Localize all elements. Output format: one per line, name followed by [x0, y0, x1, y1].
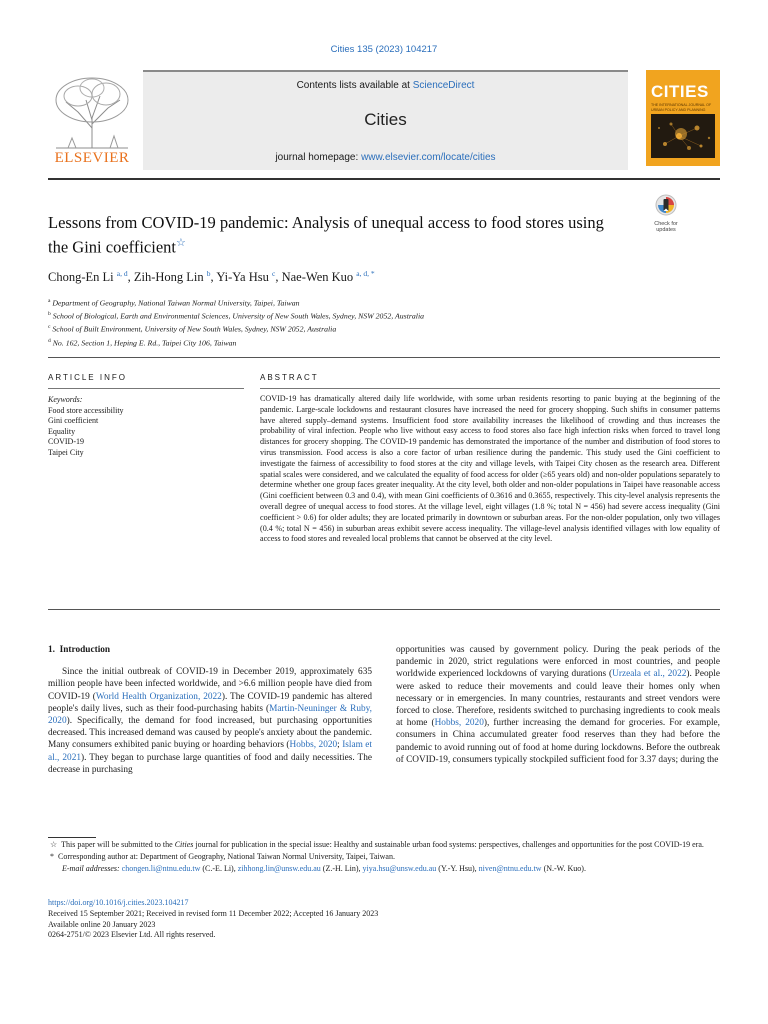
body-text: ). People were asked to reduce their movements and could leave their homes only when necessary or in emergencies. In many countries, restaurants and street vendors were forced to close. Therefore, residents switched to purchasing ingredients to cook meals at home ( — [396, 669, 720, 729]
section-divider — [48, 357, 720, 358]
journal-homepage-link[interactable]: www.elsevier.com/locate/cities — [361, 152, 496, 163]
corresponding-author-footnote — [48, 852, 720, 863]
body-text: ). They began to purchase large quantities of food and daily necessities. The decrease in purchasing — [48, 752, 372, 775]
citation-link[interactable]: Hobbs, 2020 — [289, 740, 338, 751]
header-divider — [48, 178, 720, 180]
received-dates: Received 15 September 2021; Received in revised form 11 December 2022; Accepted 16 January 2023 — [48, 908, 379, 918]
keyword-item: Equality — [48, 426, 76, 436]
footnote-text: journal for publication in the special issue: Healthy and sustainable urban food systems: perspectives, challenges and opportunities for the post COVID-19 era. — [193, 840, 704, 849]
check-for-updates-badge[interactable] — [652, 194, 680, 233]
journal-masthead — [48, 70, 720, 168]
citation-link[interactable]: World Health Organization, 2022 — [95, 691, 222, 702]
cover-subtitle: THE INTERNATIONAL JOURNAL OF URBAN POLICY AND PLANNING — [651, 103, 712, 112]
affiliation-mark: b — [48, 311, 51, 318]
footnote-mark: * — [50, 851, 54, 861]
affiliation-item — [48, 296, 708, 309]
keyword-item: COVID-19 — [48, 437, 84, 447]
affiliation-text: Department of Geography, National Taiwan Normal University, Taipei, Taiwan — [52, 298, 300, 308]
footnote-divider — [48, 837, 96, 838]
body-text: opportunities was caused by government policy. During the peak periods of the pandemic in 2020, strict regulations were enforced in most countries, and people worldwide experienced lockdowns of varying durations ( — [396, 645, 720, 680]
author-affiliation-marks[interactable]: b — [206, 269, 211, 278]
keyword-item: Food store accessibility — [48, 405, 124, 415]
crossmark-label: Check for updates — [654, 221, 678, 233]
author-affiliation-marks[interactable]: a, d, * — [356, 269, 375, 278]
intro-paragraph — [48, 666, 372, 776]
affiliation-text: School of Built Environment, University of New South Wales, Sydney, NSW 2052, Australia — [52, 324, 337, 334]
copyright-line: 0264-2751/© 2023 Elsevier Ltd. All rights reserved. — [48, 930, 216, 940]
body-column-right — [396, 644, 720, 766]
publication-info — [48, 898, 720, 941]
email-link[interactable]: zihhong.lin@unsw.edu.au — [237, 863, 321, 873]
abstract-rule — [260, 388, 720, 389]
email-link[interactable]: yiya.hsu@unsw.edu.au — [362, 863, 437, 873]
journal-citation[interactable]: Cities 135 (2023) 104217 — [330, 44, 438, 55]
cover-city-lights-image — [651, 114, 715, 158]
author-name[interactable]: Yi-Ya Hsu — [216, 270, 269, 285]
affiliation-item — [48, 322, 708, 335]
sciencedirect-link[interactable]: ScienceDirect — [412, 80, 475, 91]
abstract-heading: ABSTRACT — [260, 373, 319, 382]
doi-link[interactable]: https://doi.org/10.1016/j.cities.2023.104217 — [48, 898, 189, 907]
citation-link[interactable]: Urzeala et al., 2022 — [612, 669, 687, 680]
article-title-text: Lessons from COVID-19 pandemic: Analysis of unequal access to food stores using the Gini coefficient — [48, 213, 604, 257]
article-info-rule — [48, 388, 244, 389]
email-link[interactable]: chongen.li@ntnu.edu.tw — [121, 863, 201, 873]
citation-link[interactable]: Martin-Neuninger & Ruby, 2020 — [48, 703, 372, 727]
body-text: Since the initial outbreak of COVID-19 in December 2019, approximately 635 million people have been infected worldwide, and >6.6 million people have died from COVID-19 ( — [48, 667, 372, 702]
keywords-heading: Keywords: — [48, 395, 83, 404]
body-text: ). Specifically, the demand for food increased, but purchasing opportunities decreased. This increased demand was caused by people's anxiety about the pandemic. Many consumers exhibited panic buying or hoarding behaviors ( — [48, 716, 372, 751]
body-column-left — [48, 644, 372, 776]
title-footnote-star[interactable]: ☆ — [175, 237, 186, 249]
citation-link[interactable]: Islam et al., 2021 — [48, 740, 372, 763]
email-owner: (Z.-H. Lin), — [322, 863, 361, 873]
section-title: Introduction — [59, 645, 111, 655]
contents-line — [143, 80, 628, 91]
affiliation-list — [48, 296, 708, 349]
author-affiliation-marks[interactable]: c — [272, 269, 276, 278]
title-footnote — [48, 840, 720, 851]
journal-cover-image[interactable] — [646, 70, 720, 166]
contents-prefix: Contents lists available at — [296, 80, 413, 91]
keyword-item: Taipei City — [48, 447, 84, 457]
footnote-journal-name: Cities — [174, 840, 194, 849]
footnote-text: This paper will be submitted to the — [61, 840, 175, 849]
affiliation-text: School of Biological, Earth and Environmental Sciences, University of New South Wales, Sydney, NSW 2052, Australia — [52, 311, 425, 321]
journal-homepage-line — [143, 152, 628, 163]
body-text: ). The COVID-19 pandemic has altered people's daily lives, such as their food-purchasing habits ( — [48, 691, 372, 714]
email-link[interactable]: niven@ntnu.edu.tw — [478, 863, 542, 873]
affiliation-mark: a — [48, 298, 51, 304]
affiliation-mark: c — [48, 324, 51, 331]
abstract-end-divider — [48, 609, 720, 610]
author-name[interactable]: Nae-Wen Kuo — [281, 270, 354, 285]
keyword-item: Gini coefficient — [48, 416, 99, 426]
email-footnote — [48, 864, 720, 875]
affiliation-item — [48, 336, 708, 349]
journal-header-box — [143, 70, 628, 170]
section-heading — [48, 644, 372, 656]
journal-title: Cities — [364, 110, 407, 129]
email-owner: (C.-E. Li), — [202, 863, 236, 873]
cover-title: CITIES — [651, 82, 709, 101]
author-affiliation-marks[interactable]: a, d — [116, 269, 128, 278]
crossmark-icon — [655, 194, 677, 216]
publisher-name: ELSEVIER — [54, 150, 130, 166]
section-number: 1. — [48, 645, 55, 655]
author-list: Chong-En Li $^{a, d}$, Zih-Hong Lin $^b$, Yi-Ya Hsu $^c$, Nae-Wen Kuo $^{a, d, *}$ — [48, 269, 375, 285]
article-info-heading: ARTICLE INFO — [48, 373, 127, 382]
body-text: ; — [337, 740, 343, 751]
footnote-text: Corresponding author at: Department of Geography, National Taiwan Normal University, Taipei, Taiwan. — [58, 851, 395, 861]
affiliation-item — [48, 309, 708, 322]
author-name[interactable]: Zih-Hong Lin — [133, 270, 204, 285]
affiliation-mark: d — [48, 337, 51, 344]
email-owner: (Y.-Y. Hsu), — [438, 863, 477, 873]
footnotes — [48, 840, 720, 875]
intro-paragraph-continued — [396, 644, 720, 766]
available-online-date: Available online 20 January 2023 — [48, 919, 156, 929]
body-text: ), further increasing the demand for groceries. For example, consumers in China accumulated greater food reserves than they had before the pandemic to avoid running out of food at home during lockdowns. Before the outbreak of COVID-19, consumers typically stockpiled sufficient food for 3.37 days; during the — [396, 718, 721, 765]
keywords-block — [48, 395, 244, 459]
author-name[interactable]: Chong-En Li — [48, 270, 114, 285]
citation-link[interactable]: Hobbs, 2020 — [434, 718, 484, 729]
article-title — [48, 212, 608, 258]
footnote-mark: ☆ — [50, 840, 58, 849]
abstract-text: COVID-19 has dramatically altered daily life worldwide, with some urban residents resorting to panic buying at the beginning of the pandemic. Large-scale lockdowns and restaurant closures have increased the need for grocery shopping. Such shifts in consumer patterns have altered supply–demand systems. Insufficient food store availability increases the likelihood of crowding and thus increases the probability of viral infection. People who live without easy access to food stores also face high infection risks when forced to travel long distances for grocery shopping. The COVID-19 pandemic has demonstrated the importance of the number and distribution of food stores to virus transmission. Food access is also a core factor of urban resilience during the pandemic. This study used the Gini coefficient to investigate the fairness of accessibility to food stores at the city and village levels, with Taipei City chosen as the research area. Different spatial scales were considered, and we calculated the equality of food access for older (≥65 years old) and non-older populations separately to determine whether one group faces greater inequality. At the city level, both older and non-older populations in Taipei have reasonable access (Gini coefficient between 0.3 and 0.4), with mean Gini coefficients of 0.3616 and 0.3655, respectively. This city-level analysis represents the overall degree of unequal access to food stores. At the village level, eight villages (1.8 %; total N = 456) had severe access inequality (Gini coefficient > 0.6) for older adults; they are located primarily in downtown or suburban areas. For the non-older population, only two villages (0.4 %; total N = 456) in suburban areas exhibit severe access inequality. The village-level analysis identified villages with low equality of access to food stores and revealed local problems that cannot be observed at the city level. — [260, 394, 720, 544]
email-owner: (N.-W. Kuo). — [543, 863, 586, 873]
affiliation-text: No. 162, Section 1, Heping E. Rd., Taipei City 106, Taiwan — [52, 338, 237, 348]
email-label: E-mail addresses: — [62, 863, 120, 873]
homepage-prefix: journal homepage: — [275, 152, 362, 163]
